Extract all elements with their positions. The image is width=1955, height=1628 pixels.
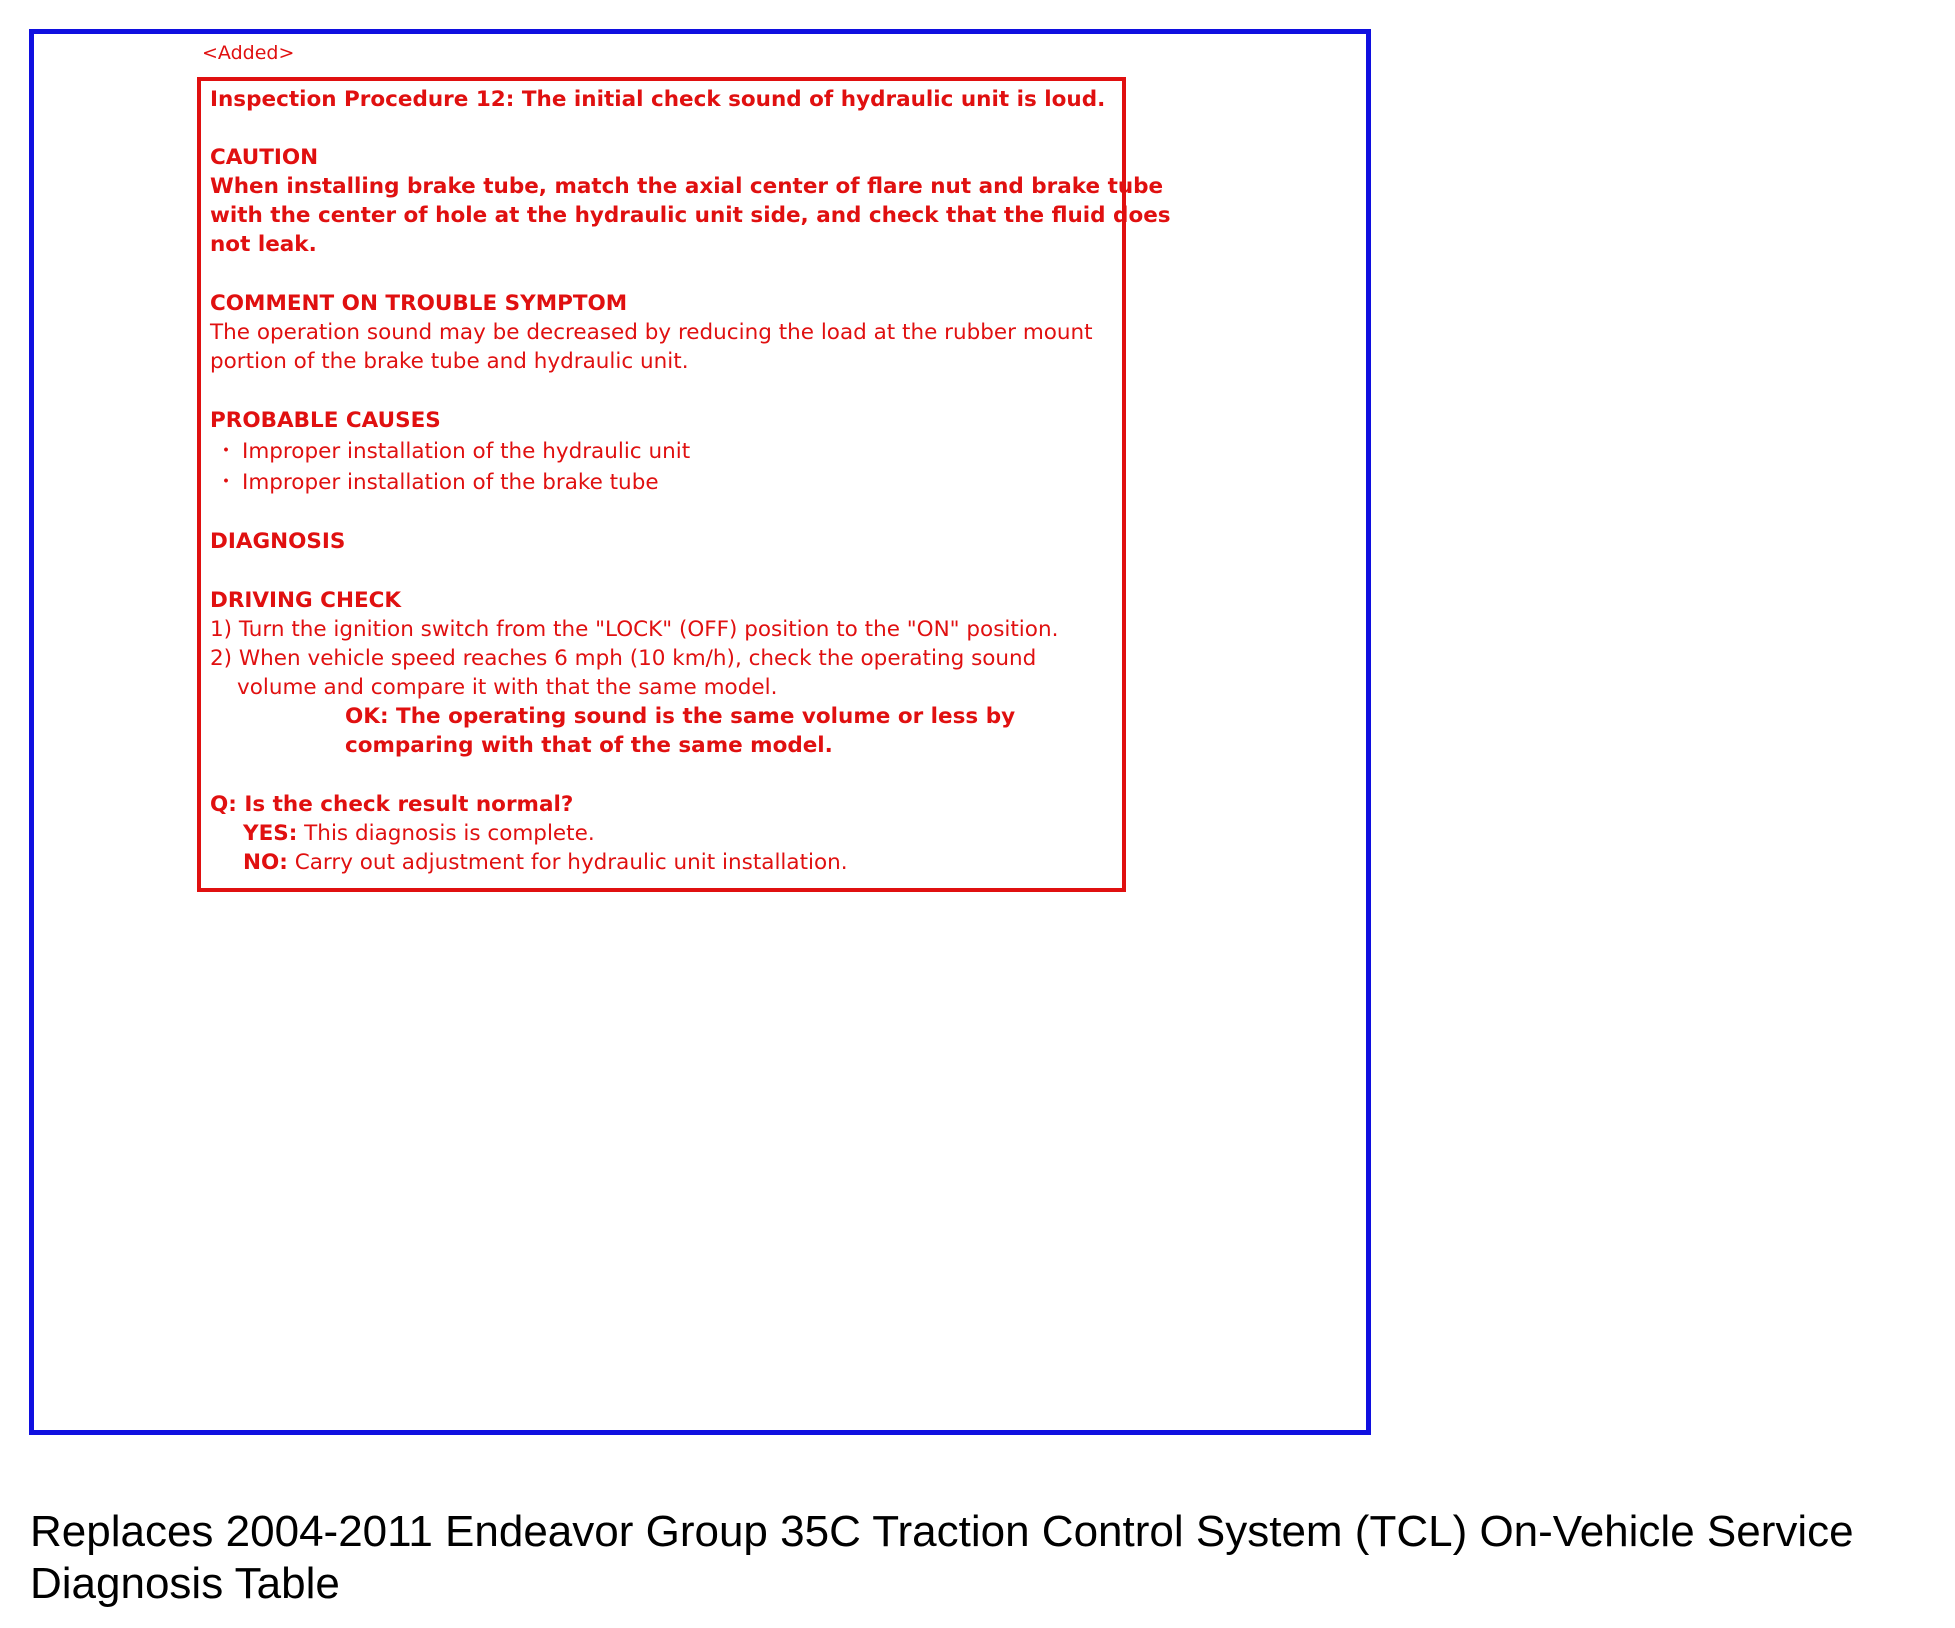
no-text: Carry out adjustment for hydraulic unit installation. xyxy=(287,850,848,875)
cause-text: Improper installation of the brake tube xyxy=(242,470,659,495)
caution-line: When installing brake tube, match the axial center of flare nut and brake tube xyxy=(210,174,1164,199)
comment-heading: COMMENT ON TROUBLE SYMPTOM xyxy=(210,291,628,316)
ok-label: OK: xyxy=(345,704,389,729)
probable-causes-heading: PROBABLE CAUSES xyxy=(210,408,441,433)
comment-line: The operation sound may be decreased by reducing the load at the rubber mount xyxy=(210,320,1093,345)
page-caption xyxy=(30,1506,1950,1610)
driving-check-step: 1) Turn the ignition switch from the "LOCK" (OFF) position to the "ON" position. xyxy=(210,617,1059,642)
no-label: NO: xyxy=(243,850,288,875)
yes-label: YES: xyxy=(243,821,298,846)
yes-answer xyxy=(243,820,595,848)
added-tag: <Added> xyxy=(202,42,295,64)
driving-check-step: 2) When vehicle speed reaches 6 mph (10 km/h), check the operating sound xyxy=(210,646,1037,671)
no-answer xyxy=(243,849,848,877)
caution-heading: CAUTION xyxy=(210,145,319,170)
bullet: ・ xyxy=(215,439,237,464)
ok-text: The operating sound is the same volume or less by xyxy=(388,704,1016,729)
procedure-title: Inspection Procedure 12: The initial check sound of hydraulic unit is loud. xyxy=(210,87,1106,112)
question: Q: Is the check result normal? xyxy=(210,792,574,817)
ok-criteria-cont: comparing with that of the same model. xyxy=(345,733,833,758)
bullet: ・ xyxy=(215,470,237,495)
list-item xyxy=(210,438,690,466)
caution-line: with the center of hole at the hydraulic unit side, and check that the fluid does xyxy=(210,203,1171,228)
driving-check-step-cont: volume and compare it with that the same model. xyxy=(237,675,778,700)
caption-line: Replaces 2004-2011 Endeavor Group 35C Traction Control System (TCL) On-Vehicle Service xyxy=(30,1507,1854,1556)
yes-text: This diagnosis is complete. xyxy=(297,821,595,846)
cause-text: Improper installation of the hydraulic unit xyxy=(242,439,691,464)
inspection-procedure-box xyxy=(197,77,1171,892)
comment-line: portion of the brake tube and hydraulic unit. xyxy=(210,349,689,374)
driving-check-heading: DRIVING CHECK xyxy=(210,588,402,613)
diagnosis-heading: DIAGNOSIS xyxy=(210,529,346,554)
caption-line: Diagnosis Table xyxy=(30,1559,340,1608)
caution-line: not leak. xyxy=(210,232,317,257)
list-item xyxy=(210,469,659,497)
ok-criteria xyxy=(345,703,1015,731)
